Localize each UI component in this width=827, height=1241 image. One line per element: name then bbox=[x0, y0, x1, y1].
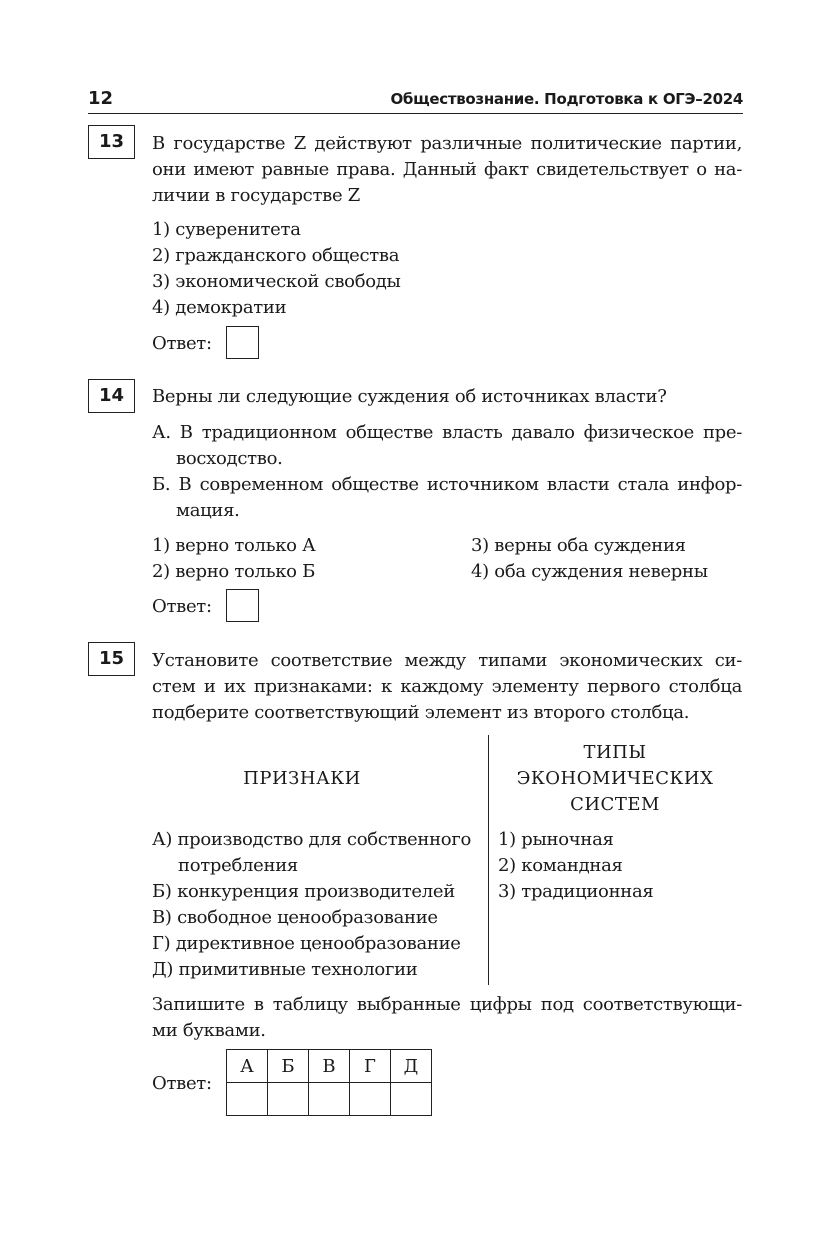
q14-option-4: 4) оба суждения неверны bbox=[471, 561, 708, 582]
answer-cell-v[interactable] bbox=[309, 1083, 350, 1116]
q13-text-line-1: В государстве Z действуют различные политические партии, bbox=[152, 133, 742, 154]
feature-d: Д) примитивные технологии bbox=[152, 959, 418, 980]
answer-letter-v: В bbox=[309, 1050, 350, 1083]
q14-option-1: 1) верно только А bbox=[152, 535, 316, 556]
answer-letter-b: Б bbox=[268, 1050, 309, 1083]
types-column-header-line-1: ТИПЫ bbox=[583, 742, 647, 763]
feature-a-line-1: А) производство для собственного bbox=[152, 829, 472, 850]
feature-a-line-2: потребления bbox=[178, 855, 298, 876]
type-1: 1) рыночная bbox=[498, 829, 614, 850]
q13-text-line-2: они имеют равные права. Данный факт свидетельствует о на- bbox=[152, 159, 742, 180]
q15-answer-table bbox=[226, 1049, 432, 1116]
header-rule bbox=[88, 113, 743, 114]
q15-text-line-1: Установите соответствие между типами экономических си- bbox=[152, 650, 742, 671]
q14-question: Верны ли следующие суждения об источниках власти? bbox=[152, 386, 667, 407]
q13-text-line-3: личии в государстве Z bbox=[152, 185, 360, 206]
feature-v: В) свободное ценообразование bbox=[152, 907, 438, 928]
type-2: 2) командная bbox=[498, 855, 623, 876]
types-column-header-line-2: ЭКОНОМИЧЕСКИХ bbox=[516, 768, 714, 789]
type-3: 3) традиционная bbox=[498, 881, 654, 902]
question-14-number: 14 bbox=[88, 379, 135, 413]
q15-text-line-2: стем и их признаками: к каждому элементу первого столбца bbox=[152, 676, 742, 697]
book-title: Обществознание. Подготовка к ОГЭ–2024 bbox=[390, 90, 743, 108]
q14-statement-a-line-2: восходство. bbox=[176, 448, 283, 469]
q13-answer-box[interactable] bbox=[226, 326, 259, 359]
q14-statement-b-line-2: мация. bbox=[176, 500, 240, 521]
answer-table-input-row bbox=[227, 1083, 432, 1116]
answer-letter-d: Д bbox=[391, 1050, 432, 1083]
feature-g: Г) директивное ценообразование bbox=[152, 933, 461, 954]
q13-option-3: 3) экономической свободы bbox=[152, 271, 401, 292]
answer-cell-a[interactable] bbox=[227, 1083, 268, 1116]
q14-statement-a-line-1: А. В традиционном обществе власть давало физическое пре- bbox=[152, 422, 742, 443]
q14-answer-box[interactable] bbox=[226, 589, 259, 622]
q13-option-1: 1) суверенитета bbox=[152, 219, 301, 240]
question-13-number: 13 bbox=[88, 125, 135, 159]
q15-instruction-line-2: ми буквами. bbox=[152, 1020, 266, 1041]
features-column-header: ПРИЗНАКИ bbox=[243, 768, 361, 789]
q14-option-2: 2) верно только Б bbox=[152, 561, 316, 582]
answer-cell-b[interactable] bbox=[268, 1083, 309, 1116]
q14-statement-b-line-1: Б. В современном обществе источником власти стала инфор- bbox=[152, 474, 742, 495]
q13-option-4: 4) демократии bbox=[152, 297, 287, 318]
q13-answer-label: Ответ: bbox=[152, 333, 212, 354]
q13-option-2: 2) гражданского общества bbox=[152, 245, 400, 266]
answer-letter-a: А bbox=[227, 1050, 268, 1083]
q14-option-3: 3) верны оба суждения bbox=[471, 535, 686, 556]
question-15-number: 15 bbox=[88, 642, 135, 676]
page-header bbox=[88, 86, 743, 110]
answer-cell-g[interactable] bbox=[350, 1083, 391, 1116]
column-divider bbox=[488, 735, 489, 985]
types-column-header-line-3: СИСТЕМ bbox=[570, 794, 660, 815]
q15-answer-label: Ответ: bbox=[152, 1073, 212, 1094]
answer-cell-d[interactable] bbox=[391, 1083, 432, 1116]
q14-answer-label: Ответ: bbox=[152, 596, 212, 617]
q15-text-line-3: подберите соответствующий элемент из второго столбца. bbox=[152, 702, 690, 723]
answer-letter-g: Г bbox=[350, 1050, 391, 1083]
answer-table-letter-row bbox=[227, 1050, 432, 1083]
page-number: 12 bbox=[88, 88, 114, 109]
feature-b: Б) конкуренция производителей bbox=[152, 881, 455, 902]
q15-instruction-line-1: Запишите в таблицу выбранные цифры под соответствующи- bbox=[152, 994, 742, 1015]
